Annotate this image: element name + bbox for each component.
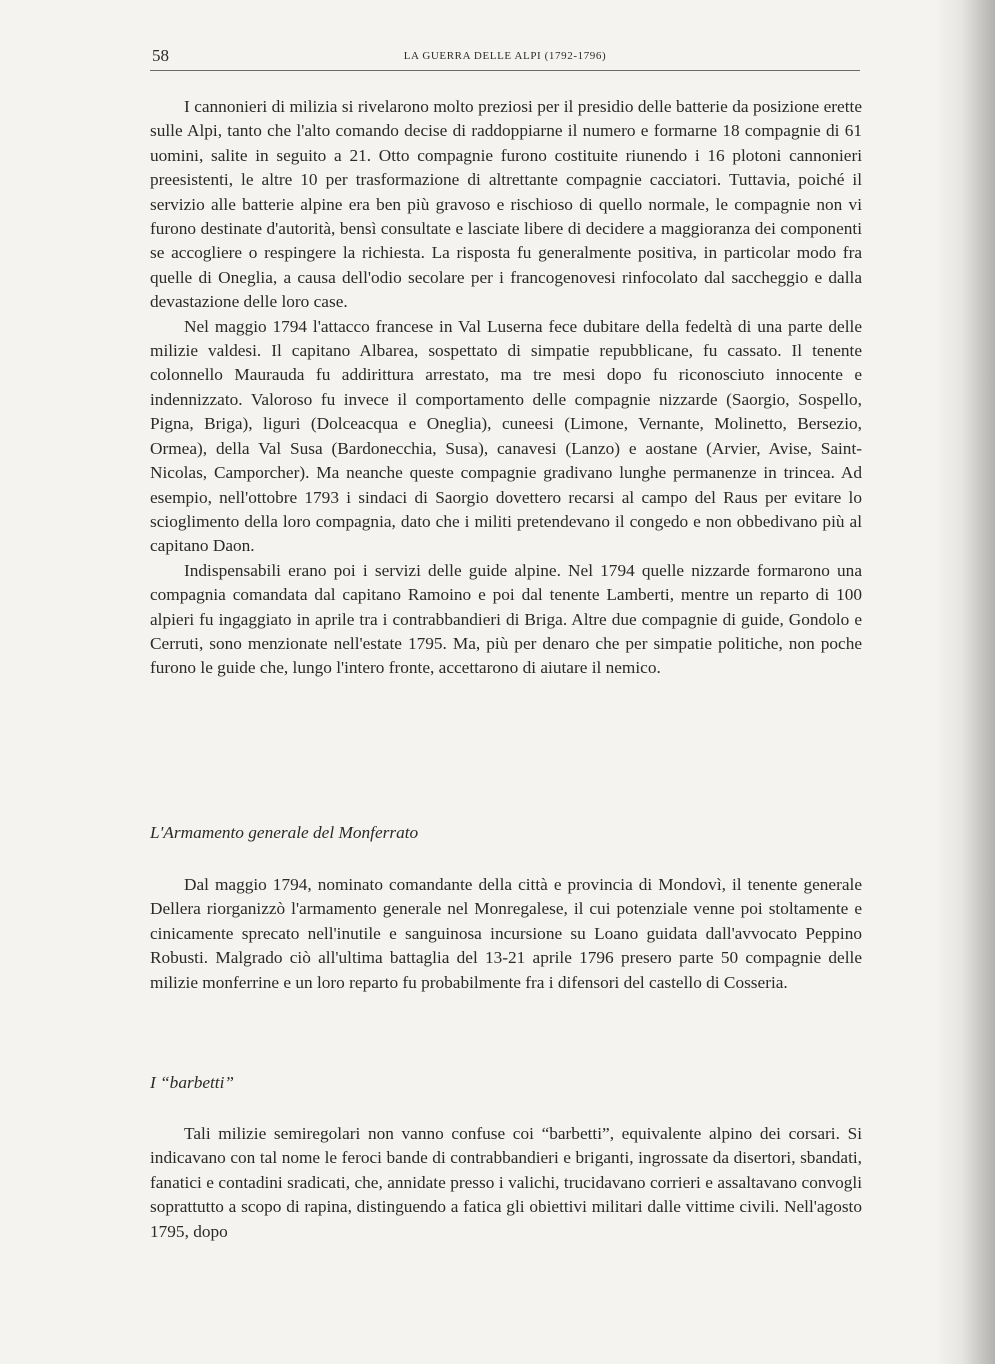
section-heading-monferrato: L'Armamento generale del Monferrato <box>150 823 419 842</box>
section-heading-barbetti: I “barbetti” <box>150 1073 235 1092</box>
running-title: LA GUERRA DELLE ALPI (1792-1796) <box>403 50 607 62</box>
paragraph: Tali milizie semiregolari non vanno confuse coi “barbetti”, equivalente alpino dei corsari. Si indicavano con tal nome le feroci bande di contrabbandieri e briganti, ingrossate da disertori, sbandati, fanatici e contadini sradicati, che, annidate presso i valichi, trucidavano corrieri e assaltavano convogli soprattutto a scopo di rapina, distinguendo a fatica gli obiettivi militari dalle vittime civili. Nell'agosto 1795, dopo <box>150 1124 862 1241</box>
paragraph: I cannonieri di milizia si rivelarono molto preziosi per il presidio delle batterie da posizione erette sulle Alpi, tanto che l'alto comando decise di raddoppiarne il numero e formarne 18 compagnie di 61 uomini, salite in seguito a 21. Otto compagnie furono costituite riunendo i 16 plotoni cannonieri preesistenti, le altre 10 per trasformazione di altrettante compagnie cacciatori. Tuttavia, poiché il servizio alle batterie alpine era ben più gravoso e rischioso di quello normale, le compagnie non vi furono destinate d'autorità, bensì consultate e lasciate libere di decidere a maggioranza dei componenti se accogliere o respingere la richiesta. La risposta fu generalmente positiva, in particolar modo fra quelle di Oneglia, a causa dell'odio secolare per i francogenovesi rinfocolato dal saccheggio e dalla devastazione delle loro case. <box>150 97 862 312</box>
page-number: 58 <box>152 46 169 65</box>
book-gutter-shadow <box>935 0 995 1364</box>
paragraph: Nel maggio 1794 l'attacco francese in Val Luserna fece dubitare della fedeltà di una parte delle milizie valdesi. Il capitano Albarea, sospettato di simpatie repubblicane, fu cassato. Il tenente colonnello Maurauda fu addirittura arrestato, ma tre mesi dopo fu riconosciuto innocente e indennizzato. Valoroso fu invece il comportamento delle compagnie nizzarde (Saorgio, Sospello, Pigna, Briga), liguri (Dolceacqua e Oneglia), cuneesi (Limone, Vernante, Molinetto, Bersezio, Ormea), della Val Susa (Bardonecchia, Susa), canavesi (Lanzo) e aostane (Arvier, Avise, Saint-Nicolas, Camporcher). Ma neanche queste compagnie gradivano lunghe permanenze in trincea. Ad esempio, nell'ottobre 1793 i sindaci di Saorgio dovettero recarsi al campo del Raus per evitare lo scioglimento della loro compagnia, dato che i militi pretendevano il congedo e non obbedivano più al capitano Daon. <box>150 316 862 556</box>
monferrato-body <box>150 873 862 995</box>
barbetti-body <box>150 1122 862 1244</box>
page-header <box>150 42 860 71</box>
paragraph: Indispensabili erano poi i servizi delle guide alpine. Nel 1794 quelle nizzarde formarono una compagnia comandata dal capitano Ramoino e poi dal tenente Lamberti, mentre un reparto di 100 alpieri fu ingaggiato in aprile tra i contrabbandieri di Briga. Altre due compagnie di guide, Gondolo e Cerruti, sono menzionate nell'estate 1795. Ma, più per denaro che per simpatie politiche, non poche furono le guide che, lungo l'intero fronte, accettarono di aiutare il nemico. <box>150 560 862 678</box>
intro-body <box>150 95 862 681</box>
paragraph: Dal maggio 1794, nominato comandante della città e provincia di Mondovì, il tenente generale Dellera riorganizzò l'armamento generale nel Monregalese, il cui potenziale venne poi stoltamente e cinicamente sprecato nell'inutile e sanguinosa incursione su Loano guidata dall'avvocato Peppino Robusti. Malgrado ciò all'ultima battaglia del 13-21 aprile 1796 presero parte 50 compagnie delle milizie monferrine e un loro reparto fu probabilmente fra i difensori del castello di Cosseria. <box>150 875 862 992</box>
